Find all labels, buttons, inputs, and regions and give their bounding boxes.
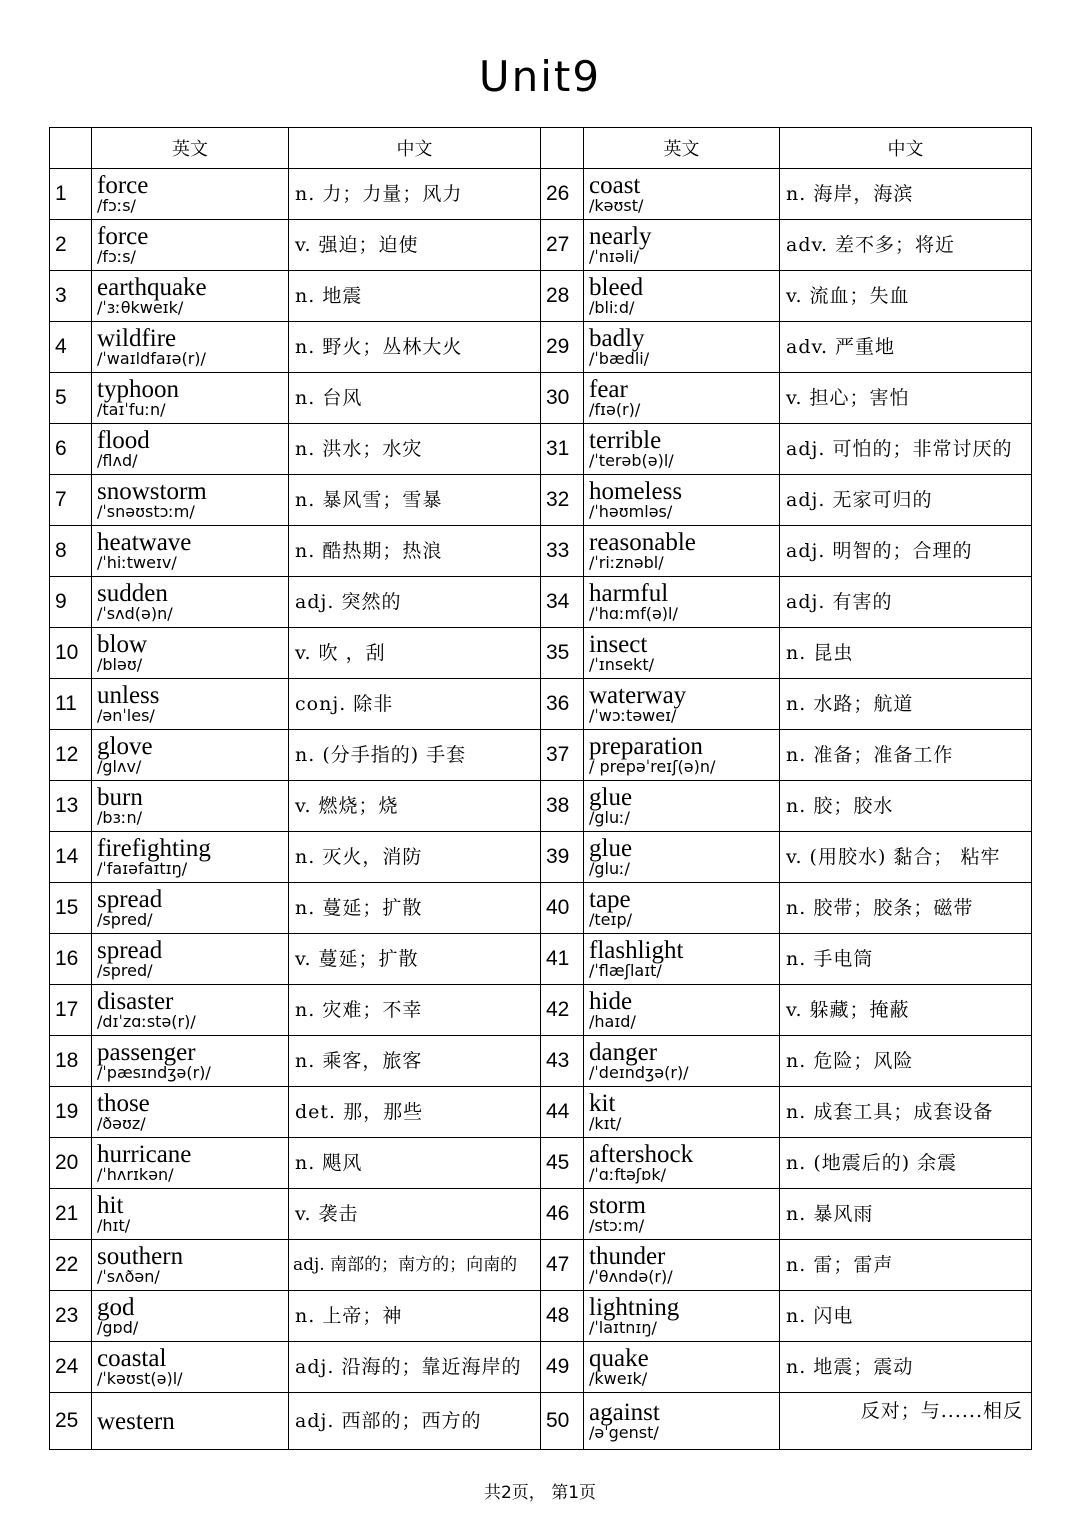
entry-number: 39 [541, 832, 584, 883]
entry-phonetic: /ˈsʌd(ə)n/ [97, 603, 173, 623]
entry-phonetic: /ˈriːznəbl/ [589, 552, 664, 572]
table-row [50, 832, 1032, 883]
entry-phonetic: /ˈhiːtweɪv/ [97, 552, 177, 572]
entry-word: fear [589, 375, 628, 403]
entry-phonetic: /ˈfaɪəfaɪtɪŋ/ [97, 858, 188, 878]
entry-chinese: adj. 可怕的；非常讨厌的 [780, 424, 1032, 475]
header-num [541, 128, 584, 169]
entry-number: 5 [50, 373, 92, 424]
table-row [50, 526, 1032, 577]
table-row [50, 1291, 1032, 1342]
entry-number: 35 [541, 628, 584, 679]
entry-chinese: v. 流血；失血 [780, 271, 1032, 322]
entry-phonetic: /glʌv/ [97, 756, 142, 776]
entry-english [92, 1291, 289, 1342]
entry-number: 3 [50, 271, 92, 322]
entry-number: 24 [50, 1342, 92, 1393]
entry-chinese: n. 胶带；胶条；磁带 [780, 883, 1032, 934]
entry-phonetic: /ˈwɔːtəweɪ/ [589, 705, 677, 725]
entry-number: 47 [541, 1240, 584, 1291]
entry-chinese: n. (分手指的) 手套 [289, 730, 541, 781]
entry-number: 40 [541, 883, 584, 934]
entry-english [584, 781, 780, 832]
entry-chinese: v. 袭击 [289, 1189, 541, 1240]
entry-english [92, 679, 289, 730]
entry-chinese: n. 上帝；神 [289, 1291, 541, 1342]
entry-english [92, 1087, 289, 1138]
entry-word: glue [589, 783, 633, 811]
entry-phonetic: /bɜːn/ [97, 807, 142, 827]
entry-word: tape [589, 885, 631, 913]
table-row [50, 271, 1032, 322]
entry-word: badly [589, 324, 645, 352]
table-row [50, 220, 1032, 271]
entry-chinese: n. 准备；准备工作 [780, 730, 1032, 781]
entry-word: blow [97, 630, 147, 658]
table-row [50, 1393, 1032, 1450]
entry-word: homeless [589, 477, 683, 505]
entry-chinese: n. 危险；风险 [780, 1036, 1032, 1087]
entry-word: danger [589, 1038, 658, 1066]
entry-word: thunder [589, 1242, 666, 1270]
entry-chinese: v. 强迫；迫使 [289, 220, 541, 271]
entry-phonetic: /dɪˈzɑːstə(r)/ [97, 1011, 196, 1031]
entry-number: 28 [541, 271, 584, 322]
entry-english [92, 781, 289, 832]
entry-chinese: adj. 明智的；合理的 [780, 526, 1032, 577]
entry-chinese: conj. 除非 [289, 679, 541, 730]
entry-word: snowstorm [97, 477, 207, 505]
entry-word: unless [97, 681, 160, 709]
entry-chinese: n. 灭火，消防 [289, 832, 541, 883]
entry-english [584, 169, 780, 220]
entry-phonetic: /ˈθʌndə(r)/ [589, 1266, 673, 1286]
entry-chinese: n. 胶；胶水 [780, 781, 1032, 832]
entry-number: 10 [50, 628, 92, 679]
entry-english [92, 271, 289, 322]
entry-word: hit [97, 1191, 124, 1219]
entry-phonetic: /ˈpæsɪndʒə(r)/ [97, 1062, 211, 1082]
table-row [50, 883, 1032, 934]
entry-phonetic: /ˈɪnsekt/ [589, 654, 654, 674]
entry-number: 13 [50, 781, 92, 832]
entry-phonetic: /haɪd/ [589, 1011, 636, 1031]
entry-chinese: v. 躲藏；掩蔽 [780, 985, 1032, 1036]
entry-number: 30 [541, 373, 584, 424]
entry-word: insect [589, 630, 648, 658]
entry-word: glue [589, 834, 633, 862]
entry-english [584, 424, 780, 475]
entry-phonetic: /kəʊst/ [589, 195, 644, 215]
entry-word: quake [589, 1344, 649, 1372]
entry-phonetic: /ˈdeɪndʒə(r)/ [589, 1062, 689, 1082]
entry-chinese: n. 地震 [289, 271, 541, 322]
entry-phonetic: /ˈsnəʊstɔːm/ [97, 501, 195, 521]
entry-english [92, 322, 289, 373]
entry-number: 26 [541, 169, 584, 220]
entry-chinese: n. 灾难；不幸 [289, 985, 541, 1036]
entry-english [584, 1291, 780, 1342]
entry-number: 42 [541, 985, 584, 1036]
table-row [50, 169, 1032, 220]
entry-number: 23 [50, 1291, 92, 1342]
entry-english [584, 832, 780, 883]
entry-phonetic: /ˈlaɪtnɪŋ/ [589, 1317, 657, 1337]
entry-phonetic: /ˈbædli/ [589, 348, 650, 368]
entry-english [584, 1189, 780, 1240]
entry-english [92, 220, 289, 271]
entry-number: 44 [541, 1087, 584, 1138]
entry-number: 8 [50, 526, 92, 577]
entry-phonetic: /ˈhʌrɪkən/ [97, 1164, 174, 1184]
entry-chinese: v. (用胶水) 黏合； 粘牢 [780, 832, 1032, 883]
entry-phonetic: /bliːd/ [589, 297, 635, 317]
entry-english [92, 1240, 289, 1291]
entry-number: 9 [50, 577, 92, 628]
entry-chinese: v. 蔓延；扩散 [289, 934, 541, 985]
entry-english [92, 934, 289, 985]
entry-word: southern [97, 1242, 184, 1270]
entry-number: 2 [50, 220, 92, 271]
entry-phonetic: /əˈgenst/ [589, 1422, 659, 1442]
entry-number: 31 [541, 424, 584, 475]
entry-english [92, 985, 289, 1036]
entry-chinese: n. 雷；雷声 [780, 1240, 1032, 1291]
entry-word: heatwave [97, 528, 192, 556]
table-row [50, 577, 1032, 628]
entry-english [584, 1342, 780, 1393]
entry-english [92, 1393, 289, 1450]
entry-english [584, 220, 780, 271]
entry-english [584, 1240, 780, 1291]
entry-chinese: n. 蔓延；扩散 [289, 883, 541, 934]
entry-word: passenger [97, 1038, 196, 1066]
entry-number: 27 [541, 220, 584, 271]
entry-number: 48 [541, 1291, 584, 1342]
entry-number: 37 [541, 730, 584, 781]
entry-english [92, 832, 289, 883]
entry-phonetic: /gluː/ [589, 858, 630, 878]
entry-number: 32 [541, 475, 584, 526]
entry-phonetic: /spred/ [97, 960, 153, 980]
entry-number: 6 [50, 424, 92, 475]
entry-chinese: adj. 无家可归的 [780, 475, 1032, 526]
vocab-table [49, 127, 1032, 1450]
entry-chinese: n. 暴风雪；雪暴 [289, 475, 541, 526]
entry-word: flashlight [589, 936, 684, 964]
entry-number: 50 [541, 1393, 584, 1450]
entry-english [92, 883, 289, 934]
entry-phonetic: /ˈkəʊst(ə)l/ [97, 1368, 183, 1388]
entry-number: 45 [541, 1138, 584, 1189]
entry-chinese: adv. 差不多；将近 [780, 220, 1032, 271]
entry-english [92, 577, 289, 628]
entry-phonetic: /ənˈles/ [97, 705, 155, 725]
header-en: 英文 [584, 128, 780, 169]
entry-english [92, 1342, 289, 1393]
entry-word: spread [97, 936, 163, 964]
entry-word: spread [97, 885, 163, 913]
entry-word: hide [589, 987, 633, 1015]
table-row [50, 679, 1032, 730]
entry-english [584, 628, 780, 679]
table-row [50, 1087, 1032, 1138]
entry-number: 25 [50, 1393, 92, 1450]
entry-word: firefighting [97, 834, 211, 862]
entry-phonetic: /kweɪk/ [589, 1368, 648, 1388]
entry-phonetic: /ˈɜːθkweɪk/ [97, 297, 184, 317]
entry-chinese: adj. 有害的 [780, 577, 1032, 628]
entry-number: 18 [50, 1036, 92, 1087]
entry-word: kit [589, 1089, 616, 1117]
entry-chinese: adj. 西部的；西方的 [289, 1393, 541, 1450]
entry-word: wildfire [97, 324, 177, 352]
entry-number: 15 [50, 883, 92, 934]
entry-chinese: n. 力；力量；风力 [289, 169, 541, 220]
entry-word: earthquake [97, 273, 207, 301]
entry-chinese: n. 海岸，海滨 [780, 169, 1032, 220]
entry-number: 19 [50, 1087, 92, 1138]
table-row [50, 424, 1032, 475]
entry-word: waterway [589, 681, 687, 709]
entry-phonetic: / prepəˈreɪʃ(ə)n/ [589, 756, 716, 776]
entry-chinese: 反对；与......相反 [780, 1393, 1032, 1450]
table-row [50, 373, 1032, 424]
entry-phonetic: /hɪt/ [97, 1215, 131, 1235]
entry-word: disaster [97, 987, 174, 1015]
entry-phonetic: /flʌd/ [97, 450, 138, 470]
entry-english [584, 883, 780, 934]
entry-english [92, 1036, 289, 1087]
entry-english [584, 985, 780, 1036]
entry-number: 33 [541, 526, 584, 577]
entry-chinese: n. 台风 [289, 373, 541, 424]
entry-number: 41 [541, 934, 584, 985]
table-row [50, 1342, 1032, 1393]
entry-english [584, 1138, 780, 1189]
entry-number: 21 [50, 1189, 92, 1240]
entry-english [584, 1036, 780, 1087]
entry-number: 43 [541, 1036, 584, 1087]
entry-number: 14 [50, 832, 92, 883]
entry-number: 29 [541, 322, 584, 373]
entry-word: hurricane [97, 1140, 192, 1168]
header-zh: 中文 [780, 128, 1032, 169]
entry-word: aftershock [589, 1140, 694, 1168]
entry-number: 1 [50, 169, 92, 220]
entry-chinese: n. 成套工具；成套设备 [780, 1087, 1032, 1138]
entry-english [584, 475, 780, 526]
entry-phonetic: /gluː/ [589, 807, 630, 827]
entry-phonetic: /teɪp/ [589, 909, 632, 929]
entry-phonetic: /fɔːs/ [97, 195, 136, 215]
entry-chinese: n. 乘客，旅客 [289, 1036, 541, 1087]
entry-chinese: v. 燃烧；烧 [289, 781, 541, 832]
entry-english [584, 577, 780, 628]
entry-phonetic: /taɪˈfuːn/ [97, 399, 166, 419]
entry-chinese: n. 暴风雨 [780, 1189, 1032, 1240]
entry-english [92, 373, 289, 424]
entry-number: 49 [541, 1342, 584, 1393]
table-row [50, 1036, 1032, 1087]
entry-chinese: n. (地震后的) 余震 [780, 1138, 1032, 1189]
table-header-row [50, 128, 1032, 169]
entry-number: 38 [541, 781, 584, 832]
entry-phonetic: /kɪt/ [589, 1113, 622, 1133]
table-row [50, 628, 1032, 679]
entry-chinese: det. 那，那些 [289, 1087, 541, 1138]
entry-english [584, 271, 780, 322]
entry-english [584, 934, 780, 985]
entry-phonetic: /ˈflæʃlaɪt/ [589, 960, 662, 980]
entry-word: harmful [589, 579, 669, 607]
entry-word: god [97, 1293, 135, 1321]
entry-english [92, 1189, 289, 1240]
entry-english [584, 679, 780, 730]
entry-word: against [589, 1398, 660, 1426]
table-row [50, 475, 1032, 526]
entry-phonetic: /gɒd/ [97, 1317, 139, 1337]
entry-phonetic: /ˈsʌðən/ [97, 1266, 160, 1286]
entry-word: burn [97, 783, 143, 811]
entry-chinese: n. 水路；航道 [780, 679, 1032, 730]
entry-chinese: adj. 南部的；南方的；向南的 [289, 1240, 541, 1291]
header-zh: 中文 [289, 128, 541, 169]
entry-phonetic: /ˈnɪəli/ [589, 246, 639, 266]
entry-english [92, 1138, 289, 1189]
table-row [50, 730, 1032, 781]
entry-english [584, 373, 780, 424]
entry-word: terrible [589, 426, 662, 454]
entry-word: nearly [589, 222, 652, 250]
entry-number: 22 [50, 1240, 92, 1291]
entry-chinese: adv. 严重地 [780, 322, 1032, 373]
entry-word: lightning [589, 1293, 680, 1321]
entry-chinese: v. 担心；害怕 [780, 373, 1032, 424]
table-row [50, 781, 1032, 832]
entry-chinese: n. 昆虫 [780, 628, 1032, 679]
entry-phonetic: /ˈterəb(ə)l/ [589, 450, 674, 470]
entry-english [584, 526, 780, 577]
entry-chinese: adj. 沿海的；靠近海岸的 [289, 1342, 541, 1393]
entry-phonetic: /ðəʊz/ [97, 1113, 146, 1133]
entry-word: coastal [97, 1344, 167, 1372]
entry-number: 12 [50, 730, 92, 781]
entry-phonetic: /ˈhəʊmləs/ [589, 501, 673, 521]
entry-word: sudden [97, 579, 168, 607]
page-title: Unit9 [478, 52, 602, 101]
entry-number: 17 [50, 985, 92, 1036]
header-en: 英文 [92, 128, 289, 169]
entry-english [92, 475, 289, 526]
entry-english [92, 730, 289, 781]
entry-phonetic: /ˈwaɪldfaɪə(r)/ [97, 348, 206, 368]
entry-number: 36 [541, 679, 584, 730]
entry-number: 34 [541, 577, 584, 628]
entry-chinese: v. 吹 ，刮 [289, 628, 541, 679]
entry-word: flood [97, 426, 150, 454]
entry-number: 11 [50, 679, 92, 730]
entry-number: 4 [50, 322, 92, 373]
entry-number: 16 [50, 934, 92, 985]
entry-english [584, 1087, 780, 1138]
entry-word: glove [97, 732, 153, 760]
entry-english [92, 424, 289, 475]
entry-phonetic: /spred/ [97, 909, 153, 929]
entry-number: 7 [50, 475, 92, 526]
entry-phonetic: /bləʊ/ [97, 654, 143, 674]
entry-english [584, 730, 780, 781]
entry-number: 46 [541, 1189, 584, 1240]
entry-chinese: n. 地震；震动 [780, 1342, 1032, 1393]
entry-word: bleed [589, 273, 644, 301]
table-row [50, 985, 1032, 1036]
table-row [50, 322, 1032, 373]
entry-word: coast [589, 171, 641, 199]
entry-chinese: n. 野火；丛林大火 [289, 322, 541, 373]
entry-word: preparation [589, 732, 703, 760]
entry-word: those [97, 1089, 150, 1117]
entry-word: force [97, 171, 149, 199]
entry-chinese: n. 闪电 [780, 1291, 1032, 1342]
entry-word: force [97, 222, 149, 250]
header-num [50, 128, 92, 169]
entry-english [92, 628, 289, 679]
entry-phonetic: /fɔːs/ [97, 246, 136, 266]
page-footer: 共2页， 第1页 [483, 1483, 597, 1503]
table-row [50, 1189, 1032, 1240]
entry-phonetic: /stɔːm/ [589, 1215, 645, 1235]
entry-english [92, 169, 289, 220]
entry-phonetic: /ˈɑːftəʃɒk/ [589, 1164, 666, 1184]
entry-english [92, 526, 289, 577]
entry-chinese: n. 飓风 [289, 1138, 541, 1189]
entry-english [584, 1393, 780, 1450]
entry-word: western [97, 1407, 175, 1435]
entry-word: typhoon [97, 375, 179, 403]
entry-phonetic: /fɪə(r)/ [589, 399, 641, 419]
entry-chinese: adj. 突然的 [289, 577, 541, 628]
entry-word: storm [589, 1191, 646, 1219]
table-row [50, 934, 1032, 985]
entry-english [584, 322, 780, 373]
entry-word: reasonable [589, 528, 696, 556]
entry-phonetic: /ˈhɑːmf(ə)l/ [589, 603, 678, 623]
table-row [50, 1138, 1032, 1189]
entry-chinese: n. 手电筒 [780, 934, 1032, 985]
entry-number: 20 [50, 1138, 92, 1189]
table-row [50, 1240, 1032, 1291]
entry-chinese: n. 酷热期；热浪 [289, 526, 541, 577]
entry-chinese: n. 洪水；水灾 [289, 424, 541, 475]
